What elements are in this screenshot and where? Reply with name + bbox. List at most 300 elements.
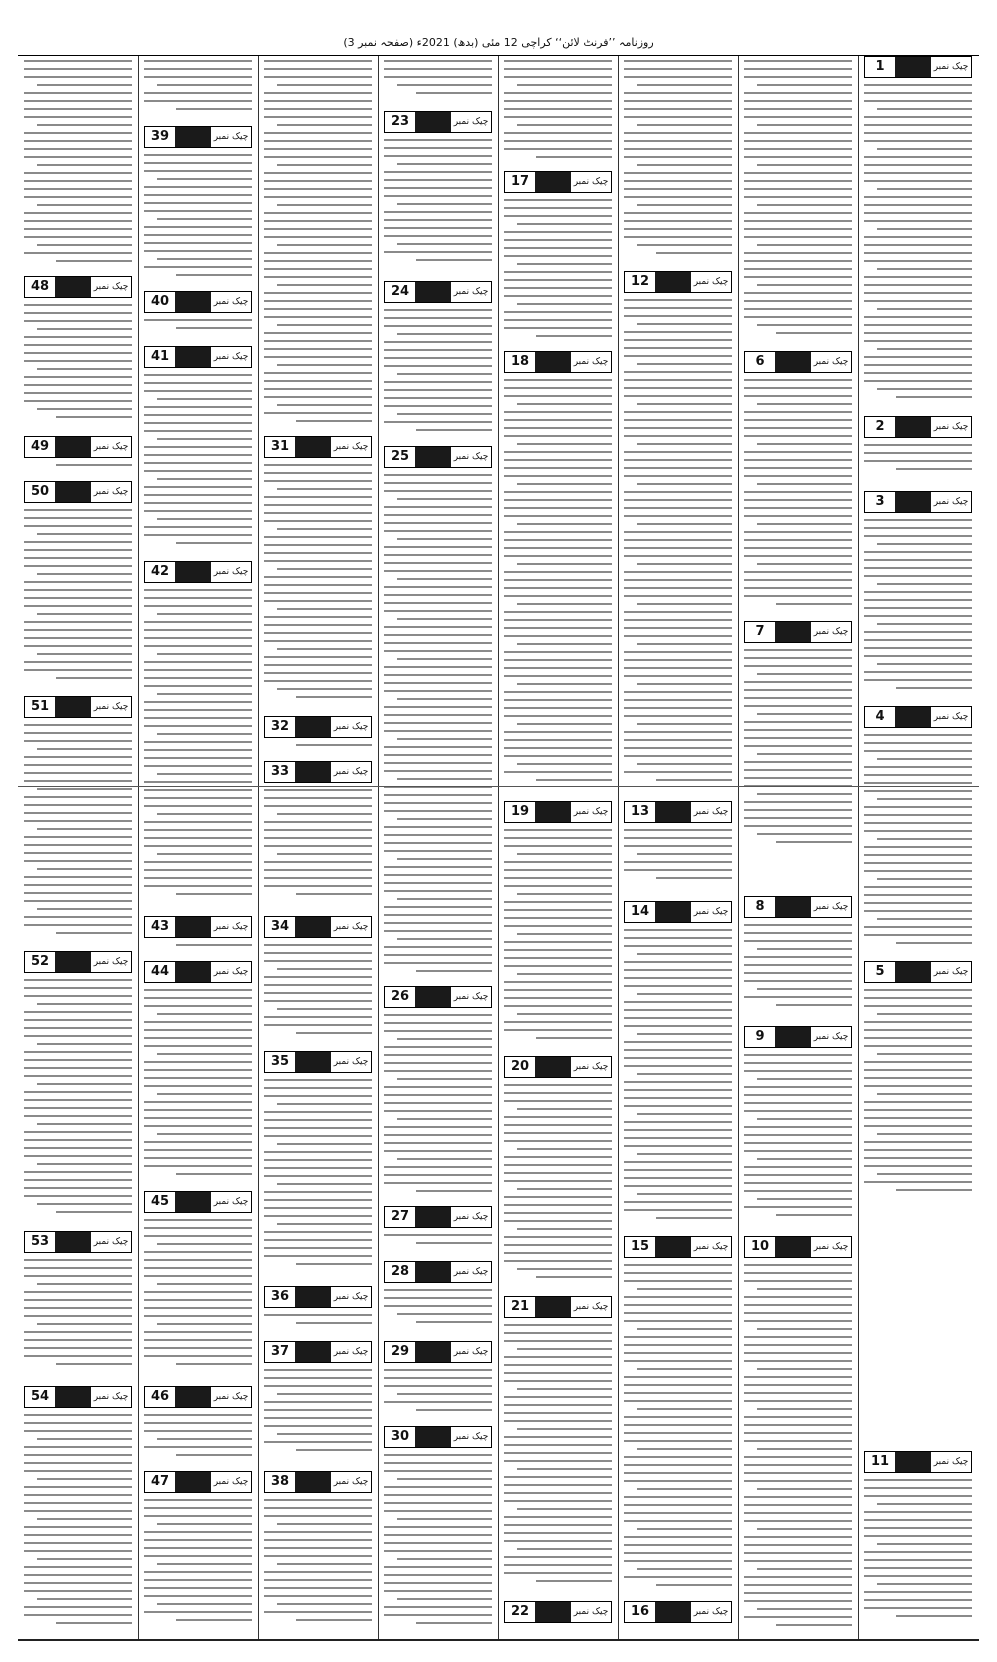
text-line (504, 279, 612, 281)
notice-body-47 (144, 1499, 252, 1634)
text-line (864, 559, 972, 561)
text-line (384, 762, 492, 764)
text-line (517, 1148, 612, 1150)
text-line (757, 483, 852, 485)
notice-redacted-bar (415, 447, 451, 467)
text-line (24, 1331, 132, 1333)
notice-header-47 (144, 1471, 252, 1493)
text-line (144, 1141, 252, 1143)
text-line (144, 1315, 252, 1317)
text-line (264, 1417, 372, 1419)
notice-label: چیک نمبر (933, 967, 969, 977)
text-line (277, 324, 372, 326)
text-line (144, 861, 252, 863)
text-line (24, 1307, 132, 1309)
notice-number: 8 (755, 899, 765, 914)
text-line (864, 750, 972, 752)
notice-redacted-bar (655, 902, 691, 922)
text-line (864, 236, 972, 238)
text-line (384, 349, 492, 351)
text-line (744, 1600, 852, 1602)
text-line (744, 745, 852, 747)
text-line (744, 1504, 852, 1506)
text-line (504, 1212, 612, 1214)
text-line (877, 918, 972, 920)
notice-body-3 (864, 519, 972, 698)
text-line (504, 271, 612, 273)
text-line (864, 934, 972, 936)
notice-label: چیک نمبر (93, 282, 129, 292)
text-line (264, 372, 372, 374)
text-line (864, 734, 972, 736)
text-line (384, 1086, 492, 1088)
text-line (384, 570, 492, 572)
text-line (624, 108, 732, 110)
text-line (744, 68, 852, 70)
text-line (277, 1393, 372, 1395)
text-line (744, 196, 852, 198)
text-line (757, 284, 852, 286)
text-line (744, 1456, 852, 1458)
notice-redacted-bar (895, 417, 931, 437)
text-line (144, 789, 252, 791)
text-line (264, 496, 372, 498)
text-line (504, 587, 612, 589)
notice-body-1 (864, 84, 972, 404)
text-line (744, 924, 852, 926)
text-line (277, 1223, 372, 1225)
text-line (504, 239, 612, 241)
text-line (144, 242, 252, 244)
text-line (504, 1005, 612, 1007)
notice-number: 11 (870, 1454, 890, 1469)
notice-label: چیک نمبر (813, 1242, 849, 1252)
text-line (504, 675, 612, 677)
text-line (144, 869, 252, 871)
text-line (384, 211, 492, 213)
text-line (504, 1492, 612, 1494)
notice-label: چیک نمبر (573, 807, 609, 817)
text-line (264, 268, 372, 270)
text-line (384, 1510, 492, 1512)
notice-redacted-bar (415, 1342, 451, 1362)
text-line (24, 1462, 132, 1464)
text-line (176, 893, 252, 895)
notice-body-49 (24, 464, 132, 473)
text-line (536, 156, 612, 158)
text-line (56, 1363, 132, 1365)
text-line (277, 284, 372, 286)
text-line (877, 1013, 972, 1015)
text-line (264, 148, 372, 150)
text-line (144, 1446, 252, 1448)
notice-body-19 (504, 829, 612, 1048)
text-line (504, 949, 612, 951)
text-line (504, 1364, 612, 1366)
notice-number: 42 (150, 564, 170, 579)
text-line (504, 148, 612, 150)
text-line (757, 793, 852, 795)
notice-redacted-bar (295, 762, 331, 782)
notice-body-2 (864, 444, 972, 483)
text-line (637, 1073, 732, 1075)
text-line (744, 292, 852, 294)
text-line (176, 108, 252, 110)
text-line (504, 1220, 612, 1222)
text-line (504, 667, 612, 669)
text-line (144, 1021, 252, 1023)
text-line (624, 475, 732, 477)
text-line (157, 398, 252, 400)
notice-body-54 (24, 1414, 132, 1634)
text-line (144, 1595, 252, 1597)
text-line (744, 817, 852, 819)
notice-header-45 (144, 1191, 252, 1213)
text-line (397, 738, 492, 740)
text-line (144, 1251, 252, 1253)
text-line (416, 970, 492, 972)
text-line (384, 626, 492, 628)
text-line (864, 1527, 972, 1529)
text-line (384, 235, 492, 237)
text-line (757, 1198, 852, 1200)
text-line (144, 60, 252, 62)
notice-label: چیک نمبر (933, 497, 969, 507)
text-line (744, 499, 852, 501)
text-line (744, 1174, 852, 1176)
text-line (864, 790, 972, 792)
text-line (384, 802, 492, 804)
notice-redacted-bar (895, 1452, 931, 1472)
text-line (264, 100, 372, 102)
text-line (757, 1408, 852, 1410)
notice-number: 30 (390, 1429, 410, 1444)
text-line (744, 1440, 852, 1442)
text-line (157, 773, 252, 775)
text-line (637, 443, 732, 445)
text-line (384, 1550, 492, 1552)
text-line (264, 1547, 372, 1549)
text-line (24, 60, 132, 62)
text-line (277, 853, 372, 855)
text-line (624, 861, 732, 863)
text-line (504, 981, 612, 983)
text-line (24, 549, 132, 551)
text-line (864, 1117, 972, 1119)
text-line (744, 1086, 852, 1088)
text-line (744, 435, 852, 437)
text-line (864, 260, 972, 262)
text-line (744, 156, 852, 158)
text-line (384, 309, 492, 311)
text-line (264, 1199, 372, 1201)
text-line (864, 1125, 972, 1127)
notice-header-40 (144, 291, 252, 313)
text-line (24, 320, 132, 322)
text-line (744, 1264, 852, 1266)
text-line (624, 1464, 732, 1466)
text-line (264, 1024, 372, 1026)
text-line (517, 933, 612, 935)
text-line (264, 1255, 372, 1257)
text-line (264, 188, 372, 190)
text-line (624, 1392, 732, 1394)
text-line (144, 92, 252, 94)
text-line (24, 116, 132, 118)
text-line (24, 812, 132, 814)
text-line (144, 470, 252, 472)
text-line (264, 1531, 372, 1533)
text-line (877, 108, 972, 110)
notice-number: 3 (875, 494, 885, 509)
text-line (744, 427, 852, 429)
text-line (264, 76, 372, 78)
text-line (757, 988, 852, 990)
notice-number: 27 (390, 1209, 410, 1224)
text-line (744, 777, 852, 779)
text-line (504, 579, 612, 581)
text-line (384, 1134, 492, 1136)
text-line (744, 531, 852, 533)
text-line (864, 1045, 972, 1047)
text-line (744, 547, 852, 549)
text-line (864, 822, 972, 824)
text-line (504, 1532, 612, 1534)
notice-body-40 (144, 319, 252, 338)
text-line (864, 132, 972, 134)
text-line (144, 319, 252, 321)
notice-header-28 (384, 1261, 492, 1283)
text-line (157, 733, 252, 735)
text-line (757, 1448, 852, 1450)
notice-label: چیک نمبر (453, 287, 489, 297)
text-line (144, 645, 252, 647)
notice-header-17 (504, 171, 612, 193)
text-line (504, 699, 612, 701)
text-line (416, 259, 492, 261)
text-line (264, 1231, 372, 1233)
text-line (24, 1606, 132, 1608)
text-line (624, 395, 732, 397)
text-line (384, 1502, 492, 1504)
text-line (504, 1084, 612, 1086)
text-line (296, 1619, 372, 1621)
notice-label: چیک نمبر (693, 277, 729, 287)
text-line (864, 631, 972, 633)
text-line (384, 962, 492, 964)
text-line (264, 1539, 372, 1541)
text-line (397, 84, 492, 86)
notice-header-23 (384, 111, 492, 133)
text-line (637, 1408, 732, 1410)
text-line (144, 837, 252, 839)
text-line (24, 645, 132, 647)
text-line (624, 829, 732, 831)
text-line (504, 1460, 612, 1462)
text-line (757, 1078, 852, 1080)
text-line (517, 1188, 612, 1190)
text-line (864, 212, 972, 214)
text-line (24, 1614, 132, 1616)
text-line (144, 1259, 252, 1261)
text-line (624, 547, 732, 549)
text-line (517, 263, 612, 265)
text-line (624, 691, 732, 693)
notice-header-8 (744, 896, 852, 918)
text-line (277, 648, 372, 650)
text-line (517, 1348, 612, 1350)
text-line (776, 841, 852, 843)
text-line (144, 526, 252, 528)
text-line (637, 683, 732, 685)
text-line (144, 510, 252, 512)
text-line (24, 1291, 132, 1293)
notice-header-46 (144, 1386, 252, 1408)
text-line (384, 405, 492, 407)
text-line (757, 84, 852, 86)
text-line (264, 544, 372, 546)
text-line (144, 885, 252, 887)
text-line (517, 683, 612, 685)
text-line (864, 862, 972, 864)
notice-header-11 (864, 1451, 972, 1473)
text-line (504, 1260, 612, 1262)
text-line (24, 220, 132, 222)
text-line (637, 1488, 732, 1490)
text-line (624, 1576, 732, 1578)
text-line (744, 379, 852, 381)
text-line (864, 84, 972, 86)
text-line (384, 546, 492, 548)
text-line (864, 324, 972, 326)
text-line (24, 1035, 132, 1037)
text-line (744, 308, 852, 310)
notice-header-12 (624, 271, 732, 293)
text-line (24, 180, 132, 182)
notice-header-52 (24, 951, 132, 973)
text-line (744, 228, 852, 230)
text-line (744, 1416, 852, 1418)
text-line (264, 1151, 372, 1153)
notice-body-51 (24, 724, 132, 943)
text-line (744, 681, 852, 683)
text-line (864, 1607, 972, 1609)
text-line (624, 196, 732, 198)
text-line (864, 1495, 972, 1497)
text-line (384, 954, 492, 956)
notice-redacted-bar (175, 1192, 211, 1212)
text-line (157, 1523, 252, 1525)
text-line (24, 605, 132, 607)
text-line (24, 1299, 132, 1301)
text-line (176, 274, 252, 276)
column-divider (258, 56, 259, 1639)
text-line (264, 132, 372, 134)
text-line (144, 374, 252, 376)
notice-label: چیک نمبر (573, 357, 609, 367)
text-line (144, 100, 252, 102)
text-line (744, 809, 852, 811)
text-line (384, 610, 492, 612)
text-line (24, 892, 132, 894)
notice-header-19 (504, 801, 612, 823)
text-line (864, 444, 972, 446)
text-line (277, 404, 372, 406)
notice-header-25 (384, 446, 492, 468)
text-line (637, 1288, 732, 1290)
text-line (144, 1061, 252, 1063)
notice-body-29 (384, 1369, 492, 1418)
text-line (24, 1510, 132, 1512)
text-line (624, 1416, 732, 1418)
text-line (624, 1185, 732, 1187)
text-line (536, 1276, 612, 1278)
text-line (264, 1499, 372, 1501)
text-line (24, 1179, 132, 1181)
text-line (264, 464, 372, 466)
text-line (264, 172, 372, 174)
text-line (624, 611, 732, 613)
text-line (624, 755, 732, 757)
text-line (397, 938, 492, 940)
text-line (744, 1182, 852, 1184)
text-line (397, 818, 492, 820)
notice-label: چیک نمبر (453, 992, 489, 1002)
text-line (864, 292, 972, 294)
notice-number: 26 (390, 989, 410, 1004)
notice-header-26 (384, 986, 492, 1008)
notice-label: چیک نمبر (573, 177, 609, 187)
text-line (24, 344, 132, 346)
text-line (397, 1393, 492, 1395)
text-line (504, 1021, 612, 1023)
text-line (744, 1126, 852, 1128)
text-line (264, 1595, 372, 1597)
text-line (144, 1077, 252, 1079)
text-line (264, 672, 372, 674)
text-line (864, 1109, 972, 1111)
text-line (384, 187, 492, 189)
text-line (157, 853, 252, 855)
text-line (624, 132, 732, 134)
text-line (397, 1518, 492, 1520)
text-line (744, 172, 852, 174)
text-line (24, 581, 132, 583)
text-line (504, 571, 612, 573)
text-line (504, 319, 612, 321)
text-line (24, 557, 132, 559)
text-line (24, 1590, 132, 1592)
text-line (264, 388, 372, 390)
text-line (744, 1272, 852, 1274)
text-line (656, 1217, 732, 1219)
text-line (744, 1552, 852, 1554)
text-line (264, 1127, 372, 1129)
text-line (864, 671, 972, 673)
text-line (864, 1591, 972, 1593)
notice-header-1 (864, 56, 972, 78)
notice-number: 47 (150, 1474, 170, 1489)
text-line (624, 1376, 732, 1378)
notice-body-23 (384, 139, 492, 269)
text-line (744, 737, 852, 739)
text-line (624, 515, 732, 517)
text-line (384, 514, 492, 516)
text-line (37, 653, 132, 655)
text-line (864, 364, 972, 366)
text-line (504, 1100, 612, 1102)
notice-header-4 (864, 706, 972, 728)
